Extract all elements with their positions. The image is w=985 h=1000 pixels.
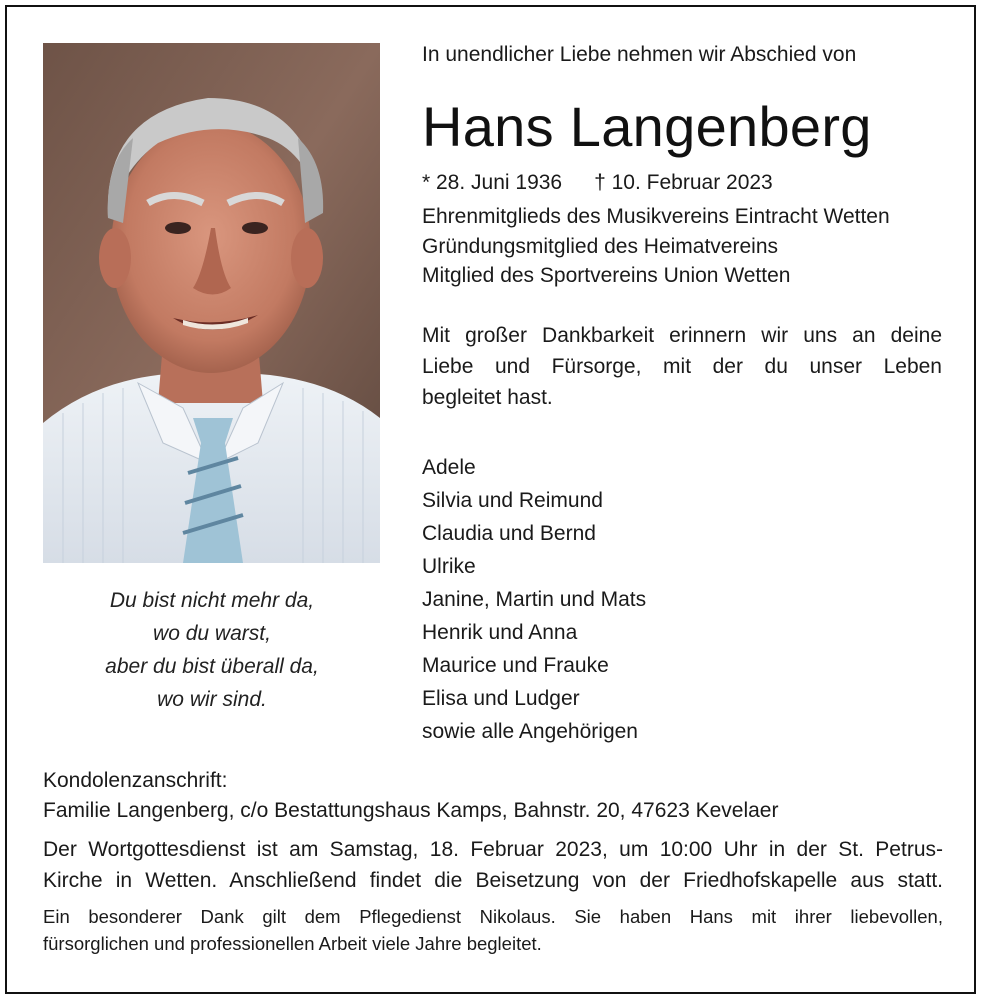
family-member: Silvia und Reimund [422, 489, 603, 512]
membership-item: Mitglied des Sportvereins Union Wetten [422, 264, 791, 287]
membership-item: Gründungsmitglied des Heimatvereins [422, 234, 779, 258]
service-line: Der Wortgottesdienst ist am Samstag, 18. Februar 2023, um 10:00 Uhr in der St. Petrus- [43, 838, 943, 861]
quote-line: wo du warst, [153, 622, 271, 645]
service-line: Kirche in Wetten. Anschließend findet die Beisetzung von der Friedhofskapelle aus statt. [43, 869, 943, 892]
membership-item: Ehrenmitglieds des Musikvereins Eintracht Wetten [422, 205, 890, 228]
family-member: sowie alle Angehörigen [422, 720, 638, 743]
intro-text: In unendlicher Liebe nehmen wir Abschied von [422, 43, 857, 66]
gratitude-line: Mit großer Dankbarkeit erinnern wir uns an deine [422, 324, 942, 347]
family-member: Elisa und Ludger [422, 687, 580, 710]
quote-line: wo wir sind. [157, 688, 267, 711]
condolence-label: Kondolenzanschrift: [43, 769, 228, 792]
service-info [43, 834, 943, 896]
family-member: Maurice und Frauke [422, 654, 609, 677]
life-dates [422, 168, 942, 198]
family-list [422, 451, 942, 748]
memberships [422, 202, 942, 291]
special-thanks [43, 903, 943, 957]
birth-date: * 28. Juni 1936 [422, 171, 563, 194]
death-date: † 10. Februar 2023 [594, 171, 773, 194]
condolence-address [43, 766, 943, 826]
thanks-line: Ein besonderer Dank gilt dem Pflegedienst Nikolaus. Sie haben Hans mit ihrer liebevollen, [43, 906, 943, 927]
quote-line: Du bist nicht mehr da, [109, 589, 315, 612]
gratitude-text [422, 320, 942, 413]
family-member: Claudia und Bernd [422, 522, 596, 545]
thanks-line: fürsorglichen und professionellen Arbeit viele Jahre begleitet. [43, 933, 542, 954]
quote-line: aber du bist überall da, [105, 655, 319, 678]
family-member: Henrik und Anna [422, 621, 578, 644]
memorial-quote [30, 584, 394, 716]
family-member: Adele [422, 456, 476, 479]
condolence-address-line: Familie Langenberg, c/o Bestattungshaus Kamps, Bahnstr. 20, 47623 Kevelaer [43, 799, 779, 822]
deceased-name: Hans Langenberg [422, 95, 872, 158]
gratitude-line: begleitet hast. [422, 386, 553, 409]
gratitude-line: Liebe und Fürsorge, mit der du unser Leben [422, 355, 942, 378]
portrait-photo [43, 43, 380, 563]
family-member: Ulrike [422, 555, 476, 578]
family-member: Janine, Martin und Mats [422, 588, 647, 611]
